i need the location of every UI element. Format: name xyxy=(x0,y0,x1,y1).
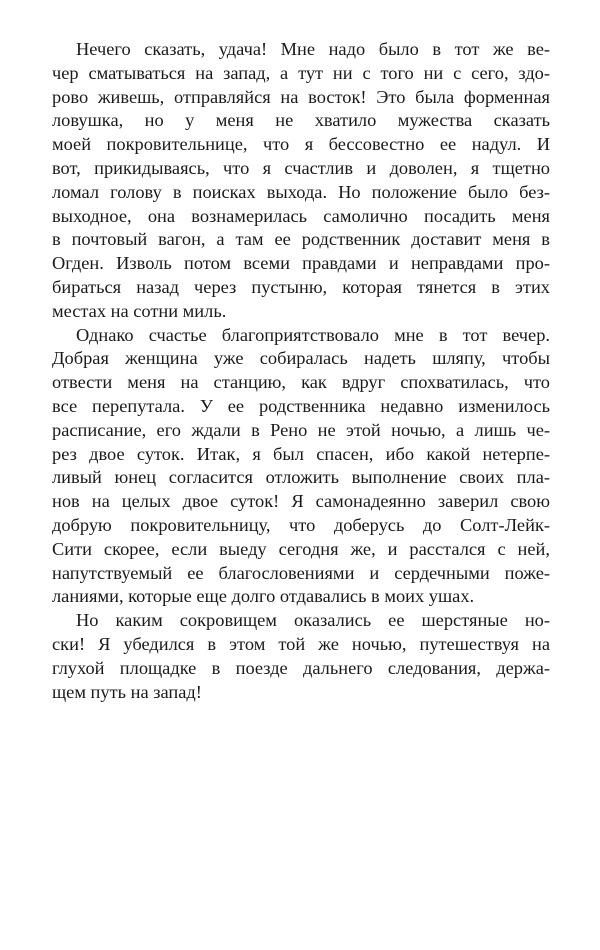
text-line: Однако счастье благоприятствовало мне в тот вечер. xyxy=(76,324,550,345)
paragraph-1 xyxy=(52,38,550,324)
text-line: чер сматываться на запад, а тут ни с того ни с сего, здо- xyxy=(52,62,550,83)
text-line: рово живешь, отправляйся на восток! Это была форменная xyxy=(52,86,550,107)
text-line: Сити скорее, если выеду сегодня же, и расстался с ней, xyxy=(52,538,550,559)
text-line: ломал голову в поисках выхода. Но положение было без- xyxy=(52,181,550,202)
text-line: нов на целых двое суток! Я самонадеянно заверил свою xyxy=(52,491,550,512)
paragraph-3 xyxy=(52,609,550,704)
text-line: Нечего сказать, удача! Мне надо было в тот же ве- xyxy=(76,39,550,59)
text-line: Добрая женщина уже собиралась надеть шляпу, чтобы xyxy=(52,348,550,369)
text-line: щем путь на запад! xyxy=(52,681,202,702)
text-line: Огден. Изволь потом всеми правдами и неправдами про- xyxy=(52,253,550,274)
text-line: ливый юнец согласится отложить выполнение своих пла- xyxy=(52,467,550,488)
text-line: вот, прикидываясь, что я счастлив и доволен, я тщетно xyxy=(52,157,550,178)
page-text xyxy=(52,38,550,704)
text-line: выходное, она вознамерилась самолично посадить меня xyxy=(52,205,550,226)
text-line: ловушка, но у меня не хватило мужества сказать xyxy=(52,110,550,131)
text-line: рез двое суток. Итак, я был спасен, ибо какой нетерпе- xyxy=(52,443,550,464)
text-line: местах на сотни миль. xyxy=(52,300,227,321)
text-line: в почтовый вагон, а там ее родственник доставит меня в xyxy=(52,229,550,250)
text-line: напутствуемый ее благословениями и сердечными поже- xyxy=(52,562,550,583)
text-line: бираться назад через пустыню, которая тянется в этих xyxy=(52,276,550,297)
text-line: моей покровительнице, что я бессовестно ее надул. И xyxy=(52,134,550,155)
text-line: расписание, его ждали в Рено не этой ночью, а лишь че- xyxy=(52,419,550,440)
text-line: ланиями, которые еще долго отдавались в моих ушах. xyxy=(52,586,475,607)
text-line: ски! Я убедился в этом той же ночью, путешествуя на xyxy=(52,633,550,654)
text-line: глухой площадке в поезде дальнего следования, держа- xyxy=(52,657,550,678)
paragraph-2 xyxy=(52,324,550,610)
text-line: Но каким сокровищем оказались ее шерстяные но- xyxy=(76,610,550,631)
text-line: добрую покровительницу, что доберусь до Солт-Лейк- xyxy=(52,514,550,535)
text-line: все перепутала. У ее родственника недавно изменилось xyxy=(52,395,550,416)
text-line: отвести меня на станцию, как вдруг спохватилась, что xyxy=(52,372,550,393)
